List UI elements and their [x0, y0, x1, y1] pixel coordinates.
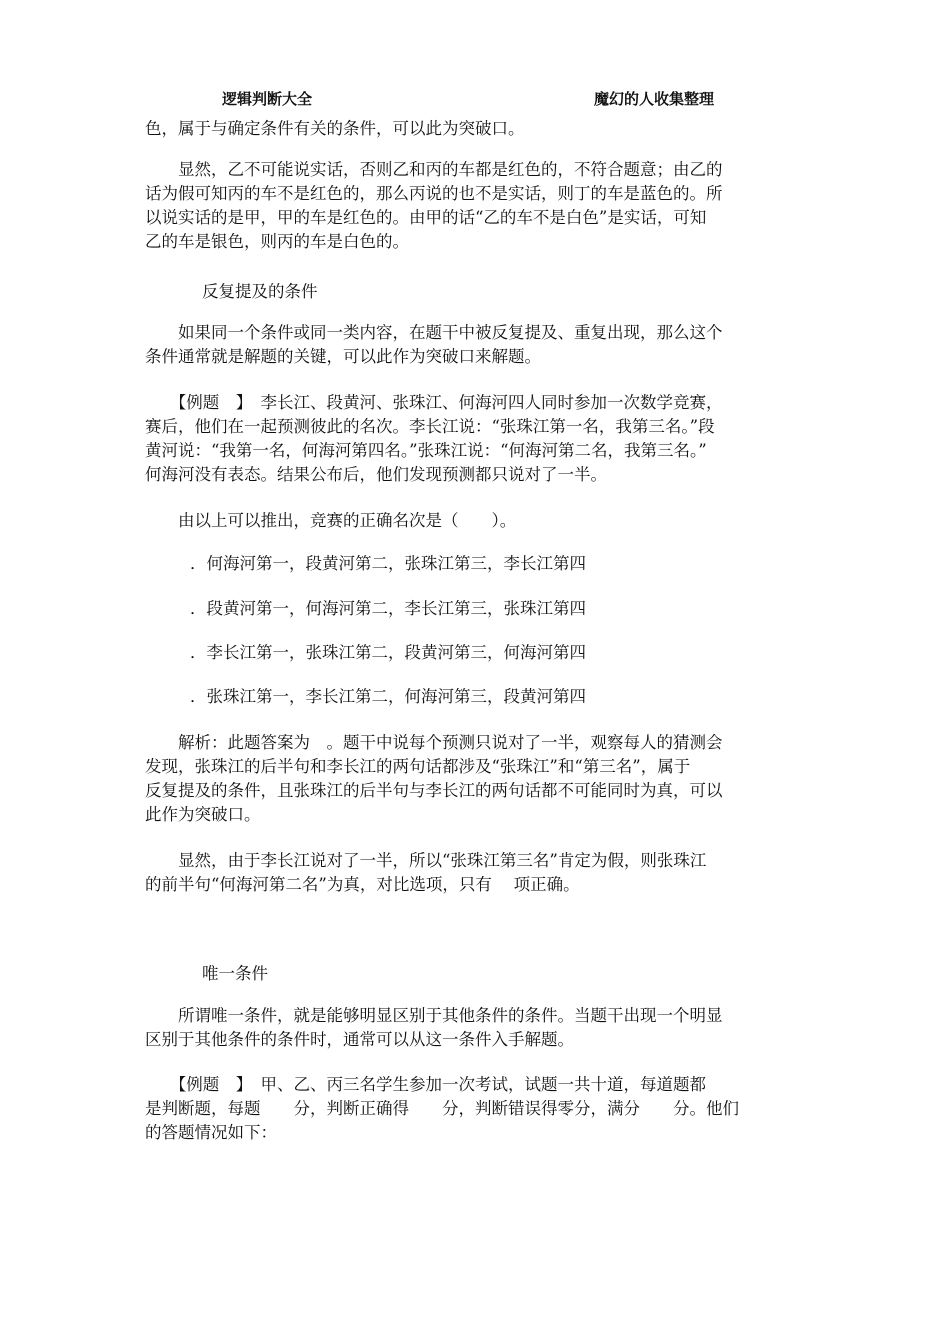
option-b: ．段黄河第一，何海河第二，李长江第三，张珠江第四	[190, 599, 586, 618]
text-line: 话为假可知丙的车不是红色的，那么丙说的也不是实话，则丁的车是蓝色的。所	[145, 184, 723, 203]
paragraph-example-1	[145, 391, 810, 487]
paragraph-3	[145, 321, 810, 369]
text-line: 发现，张珠江的后半句和李长江的两句话都涉及“张珠江”和“第三名”，属于	[145, 757, 691, 776]
text-line: 以说实话的是甲，甲的车是红色的。由甲的话“乙的车不是白色”是实话，可知	[145, 208, 707, 227]
text-line: 是判断题，每题 分，判断正确得 分，判断错误得零分，满分 分。他们	[145, 1099, 739, 1118]
text-line: 解析：此题答案为 。题干中说每个预测只说对了一半，观察每人的猜测会	[145, 733, 723, 752]
text-line: 黄河说：“我第一名，何海河第四名。”张珠江说：“何海河第二名，我第三名。”	[145, 441, 707, 460]
paragraph-2	[145, 158, 810, 254]
option-d: ．张珠江第一，李长江第二，何海河第三，段黄河第四	[190, 687, 586, 706]
text-line: 显然，由于李长江说对了一半，所以“张珠江第三名”肯定为假，则张珠江	[145, 851, 707, 870]
text-line: 的答题情况如下：	[145, 1123, 277, 1142]
text-line: 【例题 】 甲、乙、丙三名学生参加一次考试，试题一共十道，每道题都	[145, 1075, 706, 1094]
paragraph-conclusion	[145, 849, 810, 897]
option-c: ．李长江第一，张珠江第二，段黄河第三，何海河第四	[190, 643, 586, 662]
paragraph-analysis	[145, 731, 810, 827]
text-line: 如果同一个条件或同一类内容，在题干中被反复提及、重复出现，那么这个	[145, 323, 723, 342]
option-a: ．何海河第一，段黄河第二，张珠江第三，李长江第四	[190, 554, 586, 573]
text-line: 乙的车是银色，则丙的车是白色的。	[145, 232, 409, 251]
section-heading-unique: 唯一条件	[202, 964, 268, 983]
header-title: 逻辑判断大全	[222, 90, 313, 108]
paragraph-unique	[145, 1004, 810, 1052]
paragraph-1	[145, 117, 810, 141]
header-author: 魔幻的人收集整理	[594, 90, 715, 108]
text-line: 条件通常就是解题的关键，可以此作为突破口来解题。	[145, 347, 541, 366]
text-line: 此作为突破口。	[145, 805, 261, 824]
section-heading-repeated: 反复提及的条件	[202, 282, 318, 301]
text-line: 显然，乙不可能说实话，否则乙和丙的车都是红色的，不符合题意；由乙的	[145, 160, 723, 179]
text-line: 赛后，他们在一起预测彼此的名次。李长江说：“张珠江第一名，我第三名。”段	[145, 417, 715, 436]
text-line: 由以上可以推出，竞赛的正确名次是（ ）。	[145, 511, 517, 530]
text-line: 区别于其他条件的条件时，通常可以从这一条件入手解题。	[145, 1030, 574, 1049]
paragraph-question	[145, 509, 810, 533]
text-line: 的前半句“何海河第二名”为真，对比选项，只有 项正确。	[145, 875, 580, 894]
paragraph-example-2	[145, 1073, 810, 1145]
text-line: 反复提及的条件，且张珠江的后半句与李长江的两句话都不可能同时为真，可以	[145, 781, 723, 800]
text-line: 色，属于与确定条件有关的条件，可以此为突破口。	[145, 119, 525, 138]
text-line: 【例题 】 李长江、段黄河、张珠江、何海河四人同时参加一次数学竞赛，	[145, 393, 723, 412]
text-line: 所谓唯一条件，就是能够明显区别于其他条件的条件。当题干出现一个明显	[145, 1006, 723, 1025]
text-line: 何海河没有表态。结果公布后，他们发现预测都只说对了一半。	[145, 465, 607, 484]
